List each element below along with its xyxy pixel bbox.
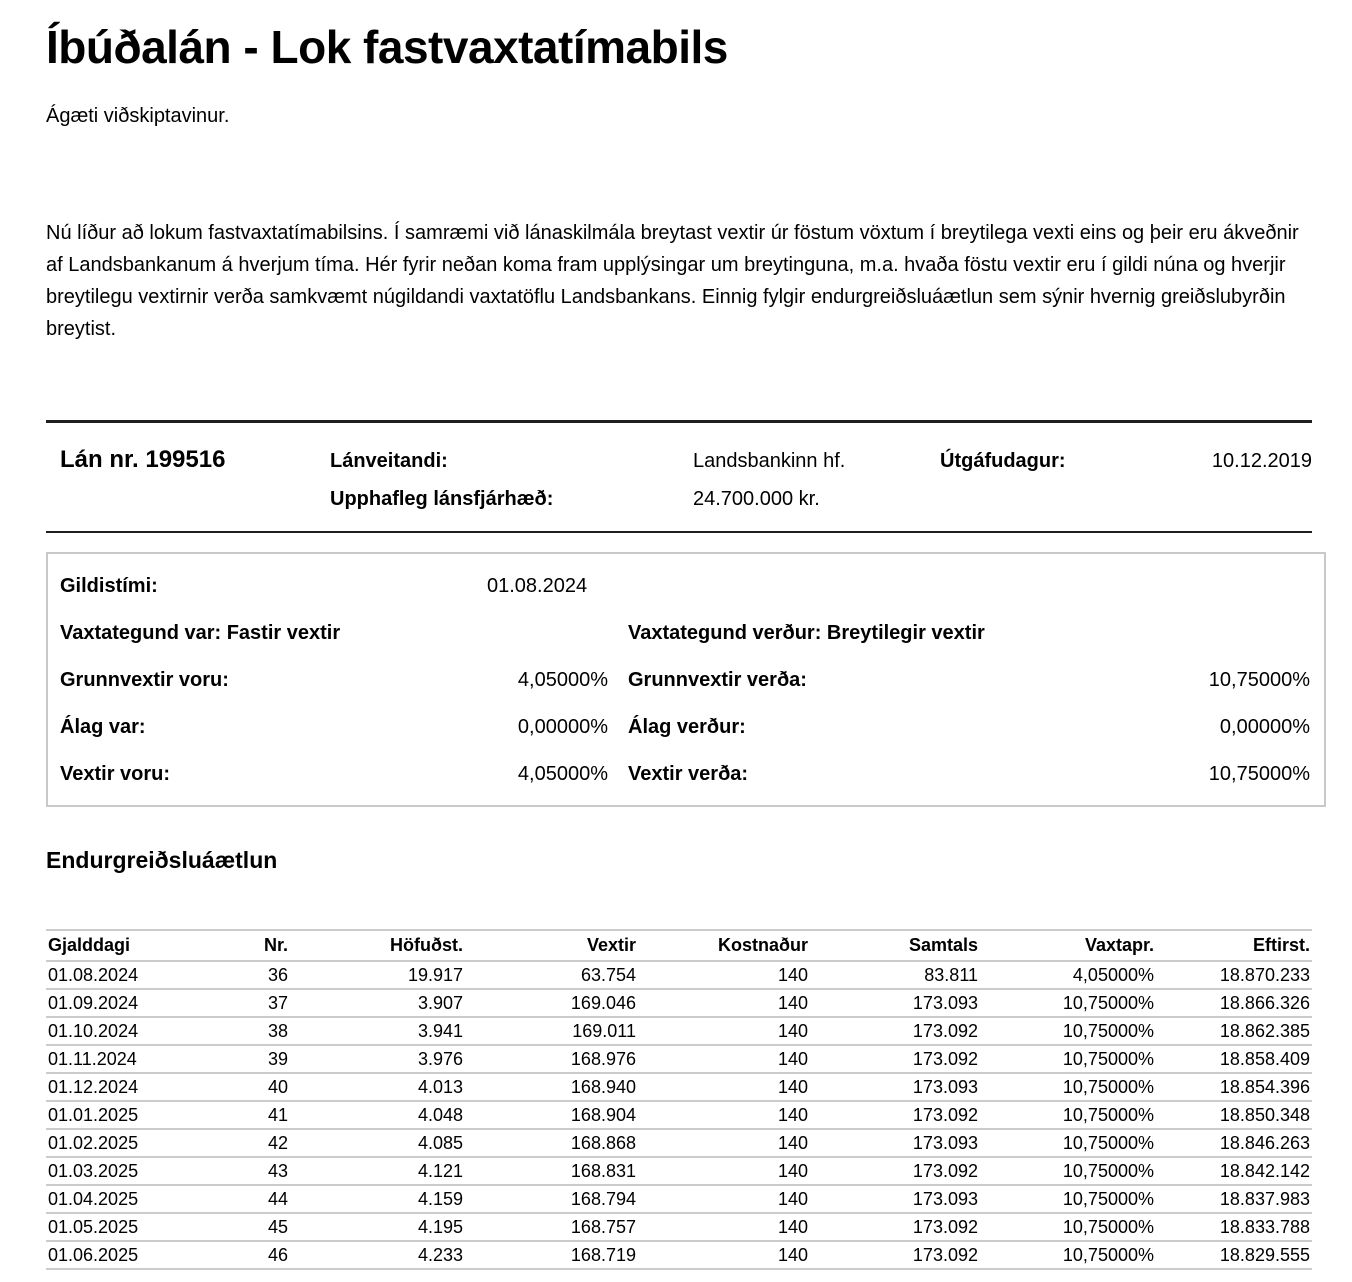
table-cell: 44 (267, 1188, 288, 1209)
table-cell: 4.013 (417, 1076, 463, 1097)
table-cell: 140 (777, 1020, 808, 1041)
table-cell: 3.907 (417, 992, 463, 1013)
column-header: Höfuðst. (390, 935, 463, 955)
table-cell: 140 (777, 1244, 808, 1265)
table-cell: 3.976 (417, 1048, 463, 1069)
old-rate-label: Vextir voru: (60, 762, 171, 785)
loan-number: Lán nr. 199516 (60, 446, 226, 473)
table-row (46, 989, 1312, 1017)
table-cell: 140 (777, 1104, 808, 1125)
table-cell: 10,75000% (1062, 1104, 1154, 1125)
table-cell: 140 (777, 1132, 808, 1153)
intro-paragraph: Nú líður að lokum fastvaxtatímabilsins. Í samræmi við lánaskilmála breytast vextir úr föstum vöxtum í breytilega vexti eins og þeir eru ákveðnir af Landsbankanum á hverjum tíma. Hér fyrir neðan koma fram upplýsingar um breytinguna, m.a. hvaða föstu vextir eru í gildi núna og hverjir breytilegu vextirnir verða samkvæmt núgildandi vaxtatöflu Landsbankans. Einnig fylgir endurgreiðsluáætlun sem sýnir hvernig greiðslubyrðin breytist. (46, 222, 1299, 340)
table-cell: 18.846.263 (1219, 1132, 1310, 1153)
column-header: Eftirst. (1252, 935, 1310, 955)
table-cell: 140 (777, 1216, 808, 1237)
table-cell: 18.842.142 (1219, 1160, 1310, 1181)
table-cell: 18.870.233 (1219, 964, 1310, 985)
column-header: Vextir (586, 935, 636, 955)
table-cell: 18.837.983 (1219, 1188, 1310, 1209)
table-cell: 4.195 (417, 1216, 463, 1237)
table-cell: 01.11.2024 (48, 1048, 137, 1069)
table-cell: 01.02.2025 (48, 1132, 139, 1153)
original-amount-label: Upphafleg lánsfjárhæð: (330, 488, 554, 510)
table-cell: 10,75000% (1062, 1216, 1154, 1237)
table-row (46, 1213, 1312, 1241)
table-cell: 01.05.2025 (48, 1216, 139, 1237)
loan-summary-section (46, 420, 1312, 533)
new-rate-value: 10,75000% (1208, 762, 1310, 785)
table-cell: 173.093 (912, 1188, 978, 1209)
table-row (46, 1101, 1312, 1129)
table-cell: 19.917 (407, 964, 463, 985)
table-cell: 46 (267, 1244, 288, 1265)
table-cell: 168.794 (570, 1188, 636, 1209)
schedule-header-row (46, 930, 1312, 961)
issue-date-value: 10.12.2019 (1211, 450, 1312, 472)
table-row (46, 961, 1312, 989)
rate-type-row (60, 609, 1310, 656)
table-cell: 168.904 (570, 1104, 636, 1125)
page-title: Íbúðalán - Lok fastvaxtatímabils (46, 21, 728, 73)
table-cell: 38 (267, 1020, 288, 1041)
table-cell: 140 (777, 1076, 808, 1097)
issue-date-label: Útgáfudagur: (940, 450, 1066, 472)
table-cell: 18.862.385 (1219, 1020, 1310, 1041)
column-header: Gjalddagi (48, 935, 131, 955)
repayment-schedule-table (46, 929, 1312, 1270)
table-cell: 4,05000% (1072, 964, 1154, 985)
table-cell: 173.093 (912, 992, 978, 1013)
schedule-heading: Endurgreiðsluáætlun (46, 847, 278, 873)
table-cell: 173.092 (912, 1104, 978, 1125)
table-cell: 18.829.555 (1219, 1244, 1310, 1265)
rate-change-box (46, 552, 1326, 807)
loan-summary-grid (60, 448, 1312, 511)
table-cell: 4.121 (417, 1160, 463, 1181)
new-rate-value: 10,75000% (1208, 668, 1310, 691)
table-cell: 10,75000% (1062, 1244, 1154, 1265)
table-cell: 173.093 (912, 1076, 978, 1097)
table-cell: 169.046 (570, 992, 636, 1013)
table-cell: 41 (267, 1104, 288, 1125)
rate-row (60, 656, 1310, 703)
old-rate-value: 0,00000% (517, 715, 608, 738)
table-cell: 01.12.2024 (48, 1076, 139, 1097)
schedule-body (46, 961, 1312, 1269)
new-rate-type: Vaxtategund verður: Breytilegir vextir (628, 621, 985, 644)
table-cell: 140 (777, 964, 808, 985)
table-cell: 4.159 (417, 1188, 463, 1209)
table-cell: 18.833.788 (1219, 1216, 1310, 1237)
table-cell: 10,75000% (1062, 1132, 1154, 1153)
table-cell: 18.850.348 (1219, 1104, 1310, 1125)
old-rate-label: Álag var: (60, 715, 146, 738)
lender-label: Lánveitandi: (330, 450, 448, 472)
new-rate-type-cell (628, 621, 1310, 645)
validity-row (60, 562, 1310, 609)
table-cell: 45 (267, 1216, 288, 1237)
table-cell: 01.10.2024 (48, 1020, 139, 1041)
old-rate-value: 4,05000% (517, 762, 608, 785)
new-rate-value: 0,00000% (1219, 715, 1310, 738)
table-cell: 10,75000% (1062, 1076, 1154, 1097)
new-rate-cell (628, 715, 1310, 739)
table-row (46, 1129, 1312, 1157)
old-rate-label: Grunnvextir voru: (60, 668, 229, 691)
table-cell: 4.233 (417, 1244, 463, 1265)
old-rate-value: 4,05000% (517, 668, 608, 691)
table-cell: 01.08.2024 (48, 964, 139, 985)
table-cell: 10,75000% (1062, 1160, 1154, 1181)
table-cell: 01.06.2025 (48, 1244, 139, 1265)
table-cell: 140 (777, 1188, 808, 1209)
table-cell: 10,75000% (1062, 1048, 1154, 1069)
table-cell: 18.858.409 (1219, 1048, 1310, 1069)
table-cell: 173.092 (912, 1020, 978, 1041)
column-header: Kostnaður (718, 935, 808, 955)
table-row (46, 1241, 1312, 1269)
rate-row (60, 750, 1310, 797)
table-cell: 63.754 (580, 964, 636, 985)
table-cell: 3.941 (417, 1020, 463, 1041)
table-cell: 01.03.2025 (48, 1160, 139, 1181)
column-header: Nr. (263, 935, 288, 955)
column-header: Samtals (908, 935, 978, 955)
table-cell: 168.868 (570, 1132, 636, 1153)
table-cell: 168.976 (570, 1048, 636, 1069)
table-cell: 37 (267, 992, 288, 1013)
original-amount-value: 24.700.000 kr. (693, 488, 820, 510)
table-cell: 01.04.2025 (48, 1188, 139, 1209)
new-rate-label: Grunnvextir verða: (628, 668, 807, 691)
table-cell: 18.854.396 (1219, 1076, 1310, 1097)
table-cell: 83.811 (924, 964, 978, 985)
table-row (46, 1017, 1312, 1045)
table-cell: 140 (777, 1160, 808, 1181)
column-header: Vaxtapr. (1084, 935, 1154, 955)
validity-label: Gildistími: (60, 574, 158, 597)
table-row (46, 1157, 1312, 1185)
new-rate-label: Álag verður: (628, 715, 746, 738)
table-cell: 4.085 (417, 1132, 463, 1153)
table-cell: 01.01.2025 (48, 1104, 139, 1125)
table-cell: 140 (777, 1048, 808, 1069)
table-cell: 39 (267, 1048, 288, 1069)
table-row (46, 1073, 1312, 1101)
table-row (46, 1185, 1312, 1213)
table-cell: 173.093 (912, 1132, 978, 1153)
table-row (46, 1045, 1312, 1073)
lender-value: Landsbankinn hf. (693, 450, 846, 472)
new-rate-cell (628, 668, 1310, 692)
table-cell: 168.831 (570, 1160, 636, 1181)
table-cell: 173.092 (912, 1048, 978, 1069)
table-cell: 168.757 (570, 1216, 636, 1237)
new-rate-label: Vextir verða: (628, 762, 749, 785)
table-cell: 42 (267, 1132, 288, 1153)
table-cell: 4.048 (417, 1104, 463, 1125)
table-cell: 10,75000% (1062, 1188, 1154, 1209)
table-cell: 169.011 (572, 1020, 636, 1041)
table-cell: 40 (267, 1076, 288, 1097)
table-cell: 173.092 (912, 1244, 978, 1265)
rate-row (60, 703, 1310, 750)
greeting-text: Ágæti viðskiptavinur. (46, 105, 230, 127)
validity-value: 01.08.2024 (487, 574, 588, 597)
table-cell: 168.940 (570, 1076, 636, 1097)
table-cell: 173.092 (912, 1160, 978, 1181)
table-cell: 168.719 (570, 1244, 636, 1265)
table-cell: 10,75000% (1062, 992, 1154, 1013)
table-cell: 173.092 (912, 1216, 978, 1237)
table-cell: 01.09.2024 (48, 992, 139, 1013)
table-cell: 36 (267, 964, 288, 985)
table-cell: 140 (777, 992, 808, 1013)
table-cell: 43 (267, 1160, 288, 1181)
new-rate-cell (628, 762, 1310, 786)
old-rate-type: Vaxtategund var: Fastir vextir (60, 621, 341, 644)
table-cell: 10,75000% (1062, 1020, 1154, 1041)
table-cell: 18.866.326 (1219, 992, 1310, 1013)
